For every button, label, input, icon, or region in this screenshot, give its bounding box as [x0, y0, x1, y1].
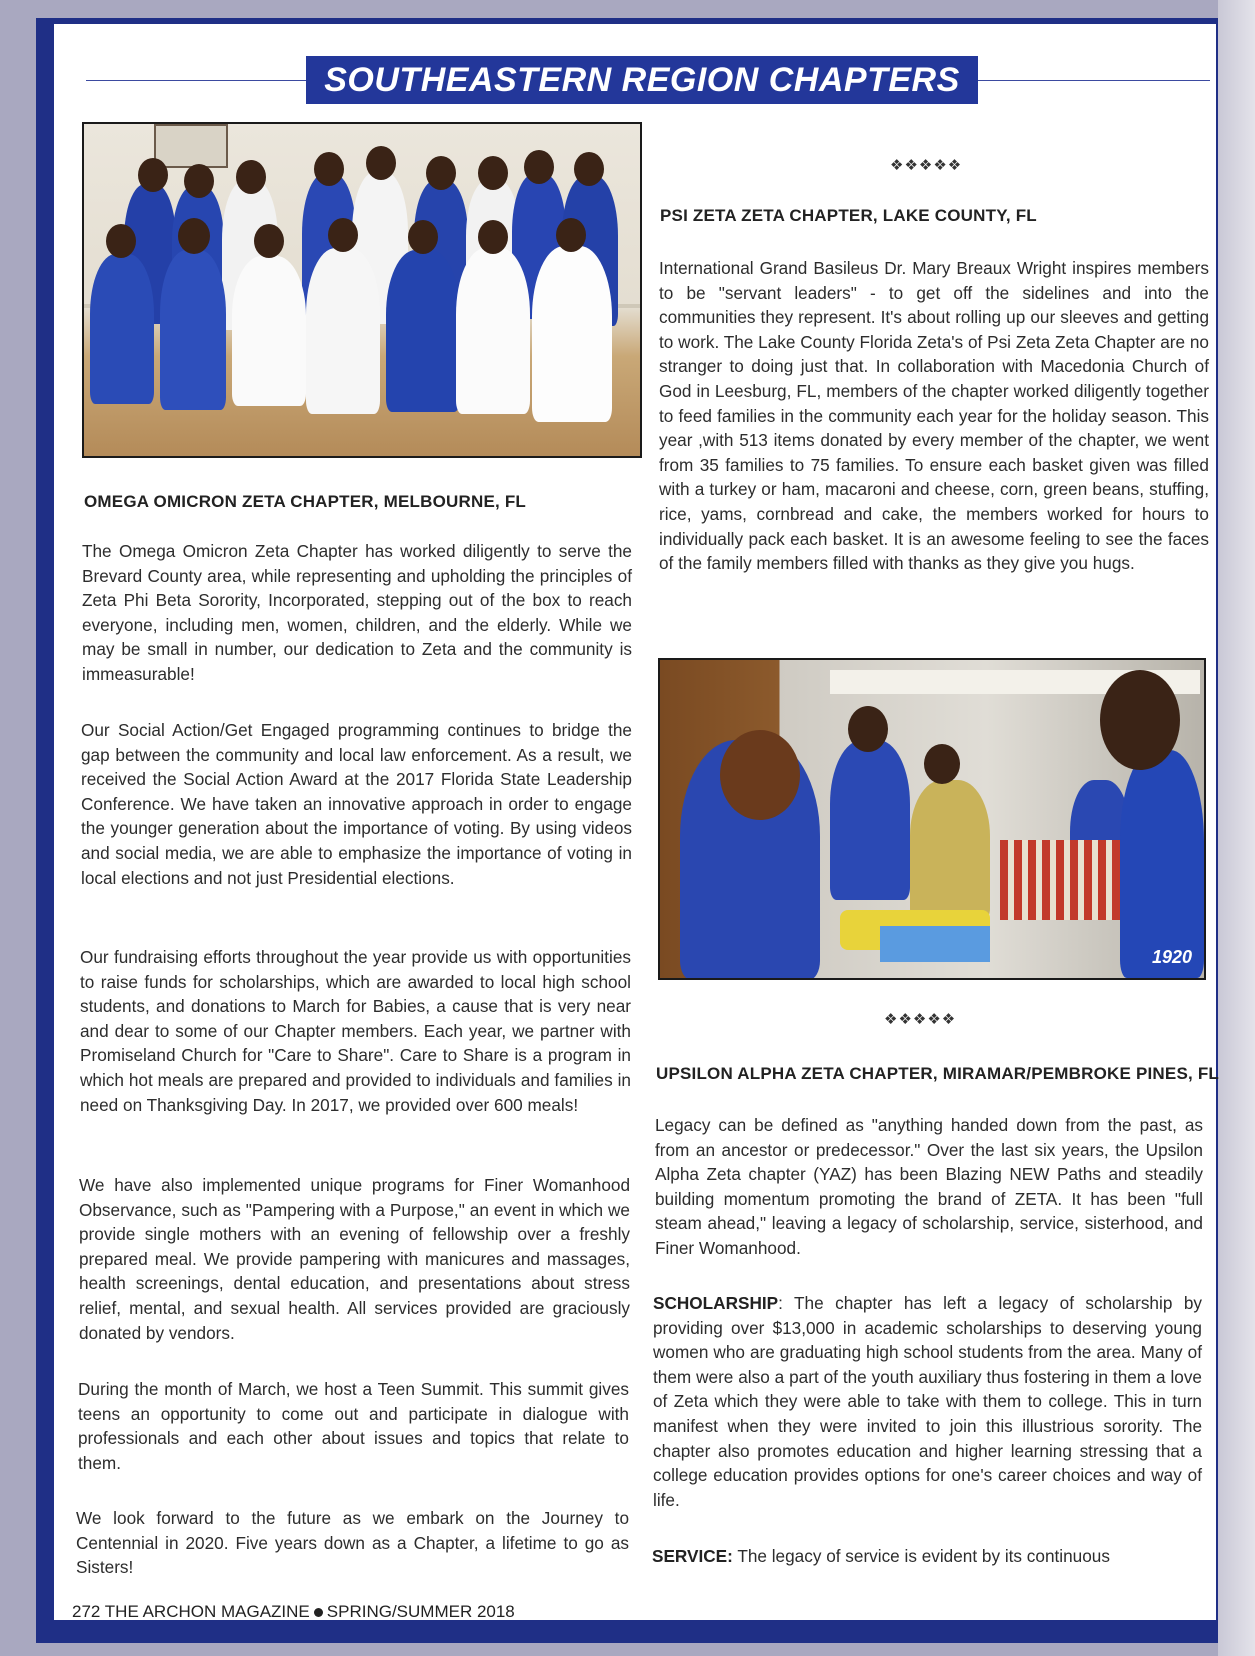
section-banner — [306, 56, 978, 104]
group-photo — [82, 122, 642, 458]
scholarship-label: SCHOLARSHIP — [653, 1293, 779, 1313]
right-paragraph-2: Legacy can be defined as "anything handed down from the past, as from an ancestor or predecessor." Over the last six years, the Upsilon Alpha Zeta chapter (YAZ) has been Blazing NEW Paths and steadily building momentum promoting the brand of ZETA. It has been "full steam ahead," leaving a legacy of scholarship, service, sisterhood, and Finer Womanhood. — [655, 1115, 1203, 1258]
page-footer — [72, 1602, 515, 1622]
right-paragraph-scholarship — [653, 1291, 1202, 1512]
separator-stars: ❖❖❖❖❖ — [890, 156, 963, 174]
left-paragraph-4: We have also implemented unique programs for Finer Womanhood Observance, such as "Pampering with a Purpose," an event in which we provide single mothers with an evening of fellowship over a freshly prepared meal. We provide pampering with manicures and massages, health screenings, dental education, and presentations about stress relief, mental, and sexual health. All services provided are graciously donated by vendors. — [79, 1175, 630, 1343]
page-edge — [1218, 0, 1255, 1656]
bullet-icon — [314, 1608, 323, 1617]
left-paragraph-5: During the month of March, we host a Teen Summit. This summit gives teens an opportunity to come out and participate in dialogue with professionals and each other about issues and topics that relate to them. — [78, 1379, 629, 1473]
banner-rule-left — [86, 80, 306, 81]
magazine-name: THE ARCHON MAGAZINE — [104, 1602, 310, 1621]
banner-rule-right — [978, 80, 1210, 81]
scholarship-text: : The chapter has left a legacy of scholarship by providing over $13,000 in academic scholarships to deserving young women who are graduating high school students from the area. Many of them were also a part of the youth auxiliary thus fostering in them a love of Zeta which they were able to take with them to college. This in turn manifest when they were invited to join this illustrious sorority. The chapter also promotes education and higher learning stressing that a college education provides options for one's career choices and way of life. — [653, 1293, 1202, 1510]
chapter-heading-upsilon-alpha-zeta: UPSILON ALPHA ZETA CHAPTER, MIRAMAR/PEMBROKE PINES, FL — [656, 1064, 1219, 1083]
right-paragraph-1: International Grand Basileus Dr. Mary Breaux Wright inspires members to be "servant leaders" - to get off the sidelines and into the communities they represent. It's about rolling up our sleeves and getting to work. The Lake County Florida Zeta's of Psi Zeta Zeta Chapter are no stranger to doing just that. In collaboration with Macedonia Church of God in Leesburg, FL, members of the chapter worked diligently together to feed families in the community each year for the holiday season. This year ,with 513 items donated by every member of the chapter, we went from 35 families to 75 families. To ensure each basket given was filled with a turkey or ham, macaroni and cheese, corn, green beans, stuffing, rice, yams, cornbread and cake, the members worked for hours to individually pack each basket. It is an awesome feeling to see the faces of the family members filled with thanks as they give you hugs. — [659, 258, 1209, 574]
photo-tag: 1920 — [1151, 947, 1192, 967]
wall-frame — [154, 124, 228, 168]
right-paragraph-service — [652, 1544, 1202, 1569]
left-paragraph-1: The Omega Omicron Zeta Chapter has worked diligently to serve the Brevard County area, while representing and upholding the principles of Zeta Phi Beta Sorority, Incorporated, stepping out of the box to reach everyone, including men, women, children, and the elderly. While we may be small in number, our dedication to Zeta and the community is immeasurable! — [82, 541, 632, 684]
issue-name: SPRING/SUMMER 2018 — [326, 1602, 515, 1621]
page-number: 272 — [72, 1602, 101, 1621]
left-paragraph-6: We look forward to the future as we embark on the Journey to Centennial in 2020. Five years down as a Chapter, a lifetime to go as Sisters! — [76, 1508, 629, 1578]
food-packing-photo — [658, 658, 1206, 980]
left-paragraph-2: Our Social Action/Get Engaged programming continues to bridge the gap between the community and local law enforcement. As a result, we received the Social Action Award at the 2017 Florida State Leadership Conference. We have taken an innovative approach in order to engage the younger generation about the importance of voting. By using videos and social media, we are able to emphasize the importance of voting in local elections and not just Presidential elections. — [81, 720, 632, 888]
separator-stars-2: ❖❖❖❖❖ — [884, 1010, 957, 1028]
chapter-heading-psi-zeta-zeta: PSI ZETA ZETA CHAPTER, LAKE COUNTY, FL — [660, 206, 1037, 225]
chapter-heading-omega-omicron-zeta: OMEGA OMICRON ZETA CHAPTER, MELBOURNE, FL — [84, 492, 526, 511]
service-text: The legacy of service is evident by its continuous — [732, 1546, 1110, 1566]
section-title: SOUTHEASTERN REGION CHAPTERS — [324, 60, 960, 99]
service-label: SERVICE: — [652, 1546, 733, 1566]
left-paragraph-3: Our fundraising efforts throughout the year provide us with opportunities to raise funds for scholarships, which are awarded to local high school students, and donations to March for Babies, a cause that is very near and dear to some of our Chapter members. Each year, we partner with Promiseland Church for "Care to Share". Care to Share is a program in which hot meals are prepared and provided to individuals and families in need on Thanksgiving Day. In 2017, we provided over 600 meals! — [80, 947, 631, 1115]
